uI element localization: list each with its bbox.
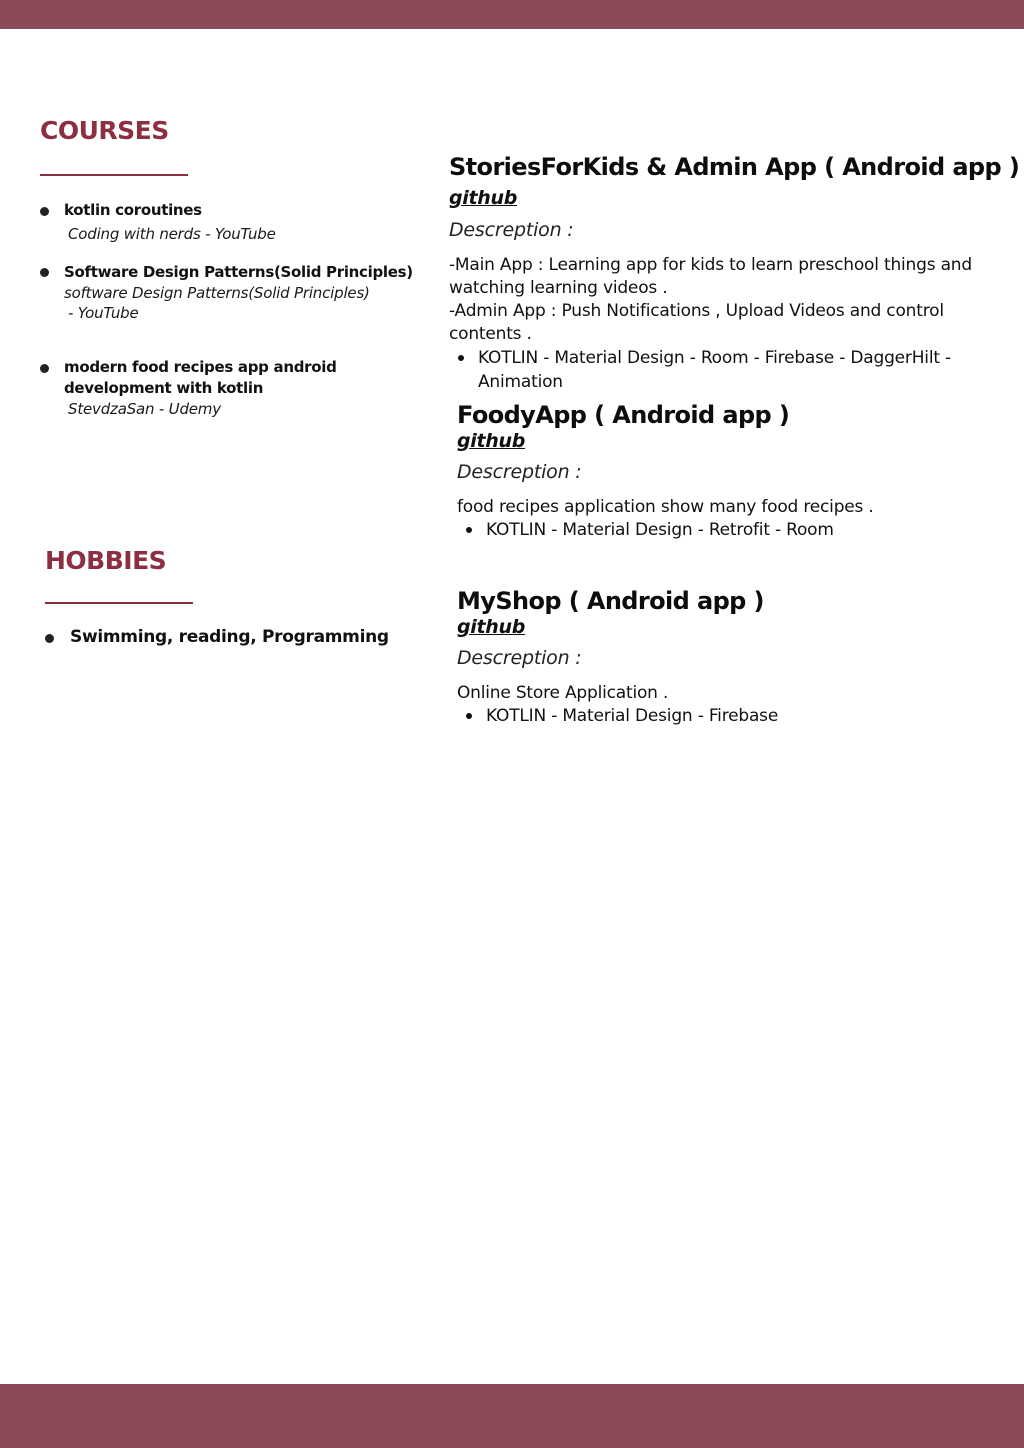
project-tech-1: KOTLIN - Material Design - Room - Firebase - DaggerHilt - Animation [478, 348, 951, 392]
project-desc-3: Online Store Application . [457, 683, 669, 703]
hobbies-heading: HOBBIES [45, 546, 167, 575]
course-title-1: kotlin coroutines [64, 201, 202, 219]
course-title-3: modern food recipes app android development with kotlin [64, 358, 337, 397]
courses-divider [40, 174, 188, 176]
hobbies-list: Swimming, reading, Programming [70, 627, 389, 647]
course-subtitle-3: StevdzaSan - Udemy [68, 400, 221, 418]
project-title-3: MyShop ( Android app ) [457, 587, 764, 615]
bullet-icon [45, 634, 54, 643]
course-subtitle-2-cont: - YouTube [68, 304, 139, 322]
project-desc-label-2: Descreption : [457, 461, 582, 483]
course-title-2: Software Design Patterns(Solid Principles) [64, 263, 413, 281]
project-title-1: StoriesForKids & Admin App ( Android app ) [449, 153, 1020, 181]
bottom-color-band [0, 1384, 1024, 1448]
bullet-icon [40, 268, 49, 277]
project-desc-1b: -Admin App : Push Notifications , Upload Videos and control contents . [449, 301, 944, 344]
project-title-2: FoodyApp ( Android app ) [457, 401, 790, 429]
bullet-icon [458, 355, 464, 361]
course-subtitle-1: Coding with nerds - YouTube [68, 225, 276, 243]
project-desc-2: food recipes application show many food recipes . [457, 497, 874, 517]
project-desc-label-3: Descreption : [457, 647, 582, 669]
project-tech-2: KOTLIN - Material Design - Retrofit - Room [486, 520, 834, 540]
project-desc-label-1: Descreption : [449, 219, 574, 241]
project-github-link-2[interactable]: github [457, 430, 526, 452]
bullet-icon [40, 364, 49, 373]
courses-heading: COURSES [40, 116, 169, 145]
project-github-link-1[interactable]: github [449, 187, 518, 209]
project-tech-3: KOTLIN - Material Design - Firebase [486, 706, 779, 726]
hobbies-divider [45, 602, 193, 604]
project-desc-1a: -Main App : Learning app for kids to learn preschool things and watching learning videos . [449, 255, 972, 298]
project-github-link-3[interactable]: github [457, 616, 526, 638]
bullet-icon [466, 527, 472, 533]
bullet-icon [466, 713, 472, 719]
top-color-band [0, 0, 1024, 29]
course-subtitle-2: software Design Patterns(Solid Principles) [64, 284, 370, 302]
bullet-icon [40, 207, 49, 216]
